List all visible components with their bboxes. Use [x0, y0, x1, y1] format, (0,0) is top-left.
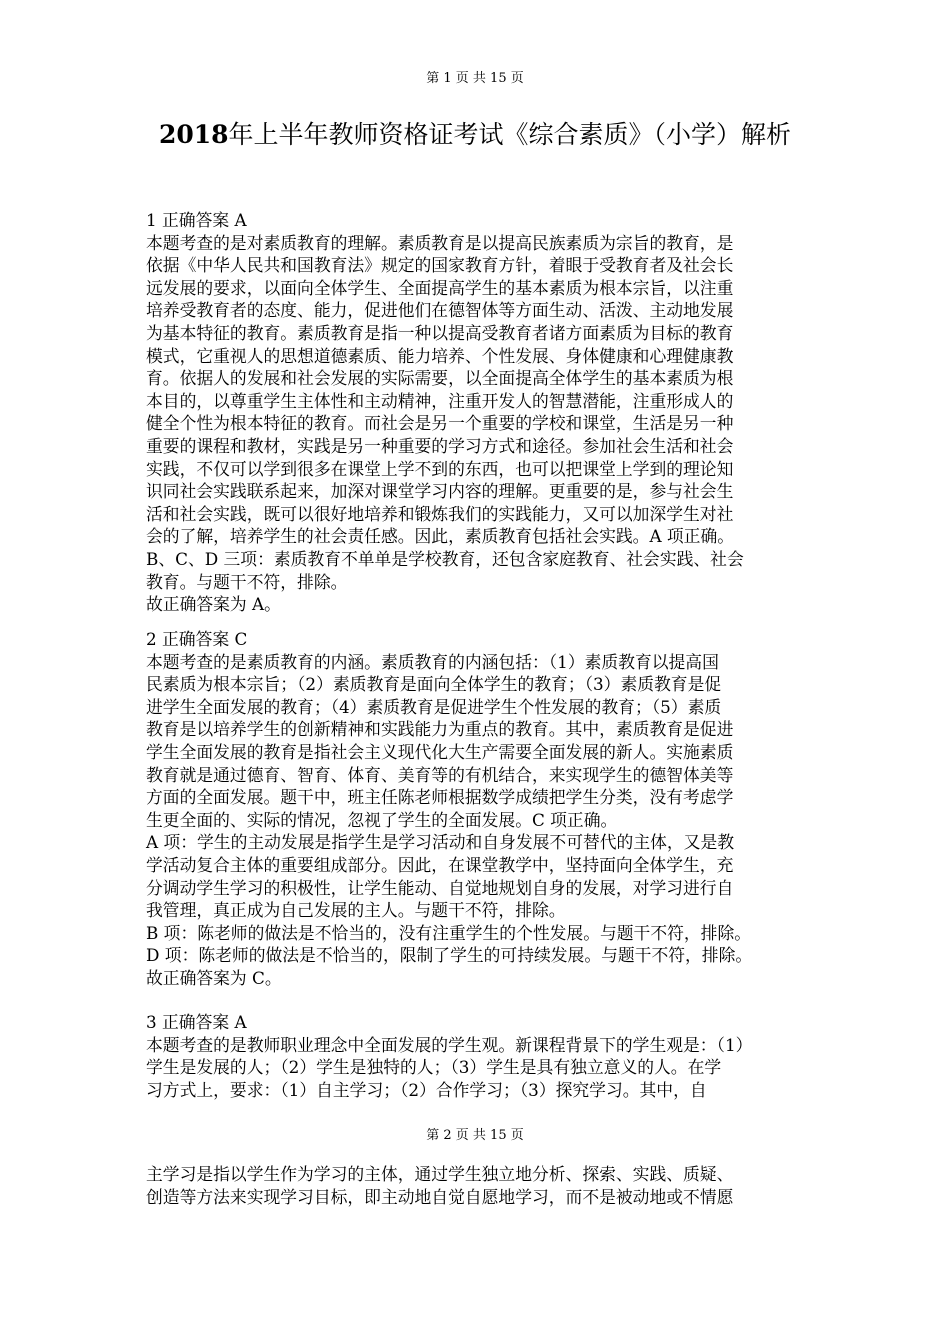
- answer-text-line: 重要的课程和教材，实践是另一种重要的学习方式和途径。参加社会生活和社会: [146, 435, 734, 456]
- question-2-answer: 2 正确答案 C: [146, 629, 248, 649]
- answer-text-line: 活和社会实践，既可以很好地培养和锻炼我们的实践能力，又可以加深学生对社: [146, 503, 734, 524]
- answer-text-line: A 项：学生的主动发展是指学生是学习活动和自身发展不可替代的主体，又是教: [146, 832, 735, 853]
- answer-text-line: 故正确答案为 A。: [146, 594, 281, 615]
- answer-text-line: D 项：陈老师的做法是不恰当的，限制了学生的可持续发展。与题干不符，排除。: [146, 945, 753, 966]
- question-3-continued: [146, 1163, 806, 1208]
- title-text: 年上半年教师资格证考试《综合素质》（小学）解析: [228, 120, 792, 149]
- answer-text-line: 方面的全面发展。题干中，班主任陈老师根据数学成绩把学生分类，没有考虑学: [146, 787, 734, 808]
- title-year: 2018: [158, 120, 229, 149]
- answer-text-line: B 项：陈老师的做法是不恰当的，没有注重学生的个性发展。与题干不符，排除。: [146, 922, 752, 943]
- answer-text-line: 实践，不仅可以学到很多在课堂上学不到的东西，也可以把课堂上学到的理论知: [146, 458, 734, 479]
- question-3-section: [146, 1011, 806, 1101]
- question-1-answer: 1 正确答案 A: [146, 210, 247, 230]
- answer-text-line: 学生全面发展的教育是指社会主义现代化大生产需要全面发展的新人。实施素质: [146, 741, 734, 762]
- answer-text-line: 依据《中华人民共和国教育法》规定的国家教育方针，着眼于受教育者及社会长: [146, 255, 734, 276]
- page-header-1: 第 1 页 共 15 页: [426, 71, 524, 86]
- answer-text-line: 生更全面的、实际的情况，忽视了学生的全面发展。C 项正确。: [146, 809, 618, 830]
- answer-text-line: 本目的，以尊重学生主体性和主动精神，注重开发人的智慧潜能，注重形成人的: [146, 390, 734, 411]
- answer-text-line: 进学生全面发展的教育；（4）素质教育是促进学生个性发展的教育；（5）素质: [146, 696, 722, 717]
- question-1-section: [146, 209, 806, 616]
- answer-text-line: 本题考查的是对素质教育的理解。素质教育是以提高民族素质为宗旨的教育，是: [146, 232, 734, 253]
- answer-text-line: 本题考查的是教师职业理念中全面发展的学生观。新课程背景下的学生观是：（1）: [146, 1034, 753, 1055]
- answer-text-line: 教育就是通过德育、智育、体育、美育等的有机结合，来实现学生的德智体美等: [146, 764, 734, 785]
- answer-text-line: 学活动复合主体的重要组成部分。因此，在课堂教学中，坚持面向全体学生，充: [146, 854, 734, 875]
- answer-text-line: 学生是发展的人；（2）学生是独特的人；（3）学生是具有独立意义的人。在学: [146, 1057, 722, 1078]
- answer-text-line: 教育是以培养学生的创新精神和实践能力为重点的教育。其中，素质教育是促进: [146, 719, 734, 740]
- answer-text-line: 会的了解，培养学生的社会责任感。因此，素质教育包括社会实践。A 项正确。: [146, 526, 735, 547]
- answer-text-line: 本题考查的是素质教育的内涵。素质教育的内涵包括：（1）素质教育以提高国: [146, 651, 719, 672]
- answer-text-line: 远发展的要求，以面向全体学生、全面提高学生的基本素质为根本宗旨，以注重: [146, 277, 734, 298]
- answer-text-line: B、C、D 三项：素质教育不单单是学校教育，还包含家庭教育、社会实践、社会: [146, 548, 744, 569]
- answer-text-line: 分调动学生学习的积极性，让学生能动、自觉地规划自身的发展，对学习进行自: [146, 877, 734, 898]
- answer-text-line: 育。依据人的发展和社会发展的实际需要，以全面提高全体学生的基本素质为根: [146, 368, 734, 389]
- answer-text-line: 模式，它重视人的思想道德素质、能力培养、个性发展、身体健康和心理健康教: [146, 345, 734, 366]
- answer-text-line: 为基本特征的教育。素质教育是指一种以提高受教育者诸方面素质为目标的教育: [146, 322, 734, 343]
- question-2-section: [146, 628, 806, 990]
- answer-text-line: 教育。与题干不符，排除。: [146, 571, 348, 592]
- answer-text-line: 创造等方法来实现学习目标，即主动地自觉自愿地学习，而不是被动地或不情愿: [146, 1186, 734, 1207]
- answer-text-line: 我管理，真正成为自己发展的主人。与题干不符，排除。: [146, 900, 566, 921]
- document-title: [0, 118, 950, 152]
- answer-text-line: 主学习是指以学生作为学习的主体，通过学生独立地分析、探索、实践、质疑、: [146, 1164, 734, 1184]
- answer-text-line: 培养受教育者的态度、能力，促进他们在德智体等方面生动、活泼、主动地发展: [146, 300, 734, 321]
- page-header-2: 第 2 页 共 15 页: [426, 1128, 524, 1143]
- answer-text-line: 健全个性为根本特征的教育。而社会是另一个重要的学校和课堂，生活是另一种: [146, 413, 734, 434]
- answer-text-line: 民素质为根本宗旨；（2）素质教育是面向全体学生的教育；（3）素质教育是促: [146, 674, 722, 695]
- answer-text-line: 习方式上，要求：（1）自主学习；（2）合作学习；（3）探究学习。其中，自: [146, 1079, 707, 1100]
- answer-text-line: 故正确答案为 C。: [146, 967, 282, 988]
- answer-text-line: 识同社会实践联系起来，加深对课堂学习内容的理解。更重要的是，参与社会生: [146, 481, 734, 502]
- question-3-answer: 3 正确答案 A: [146, 1012, 247, 1032]
